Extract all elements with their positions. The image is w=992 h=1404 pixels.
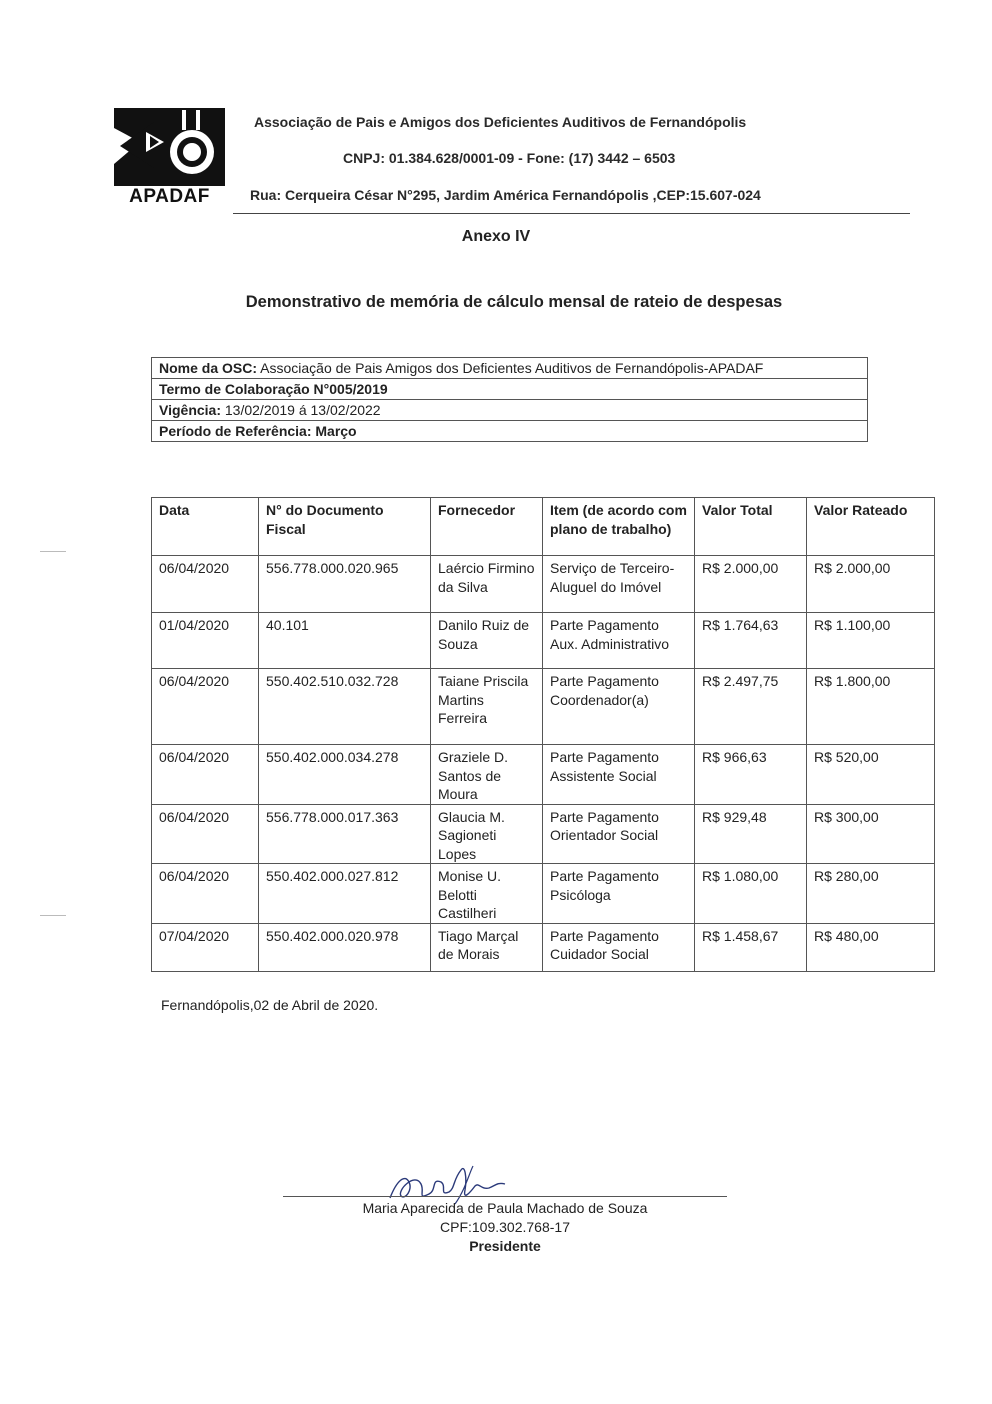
cell-fornecedor: Taiane Priscila Martins Ferreira [431,669,543,745]
cell-item: Parte Pagamento Cuidador Social [543,923,695,971]
signature-block [283,1199,727,1256]
cell-item: Parte Pagamento Aux. Administrativo [543,613,695,669]
table-row [152,613,935,669]
org-address: Rua: Cerqueira César N°295, Jardim América Fernandópolis ,CEP:15.607-024 [250,187,761,203]
header-item: Item (de acordo com plano de trabalho) [543,498,695,556]
cell-total: R$ 2.497,75 [695,669,807,745]
cell-total: R$ 2.000,00 [695,556,807,613]
cell-item: Parte Pagamento Assistente Social [543,745,695,805]
cell-rateado: R$ 280,00 [807,864,935,924]
cell-total: R$ 1.080,00 [695,864,807,924]
cell-total: R$ 1.458,67 [695,923,807,971]
cell-rateado: R$ 1.100,00 [807,613,935,669]
table-row [152,745,935,805]
cell-rateado: R$ 520,00 [807,745,935,805]
header-data: Data [152,498,259,556]
cell-doc: 550.402.000.027.812 [259,864,431,924]
cell-rateado: R$ 2.000,00 [807,556,935,613]
table-row [152,669,935,745]
cell-data: 06/04/2020 [152,745,259,805]
info-box [151,357,868,442]
cell-data: 06/04/2020 [152,669,259,745]
table-row [152,923,935,971]
logo-text: APADAF [129,186,210,207]
table-row [152,804,935,864]
periodo-row: Período de Referência: Março [159,423,357,439]
cell-total: R$ 929,48 [695,804,807,864]
apadaf-logo [112,106,227,210]
cell-fornecedor: Danilo Ruiz de Souza [431,613,543,669]
cell-rateado: R$ 1.800,00 [807,669,935,745]
scan-mark [40,915,66,916]
signer-name: Maria Aparecida de Paula Machado de Souza [362,1200,648,1216]
header-fornecedor: Fornecedor [431,498,543,556]
org-name: Associação de Pais e Amigos dos Deficientes Auditivos de Fernandópolis [254,114,747,130]
table-header-row [152,498,935,556]
cell-rateado: R$ 480,00 [807,923,935,971]
cell-fornecedor: Graziele D. Santos de Moura [431,745,543,805]
cell-item: Parte Pagamento Coordenador(a) [543,669,695,745]
cell-data: 06/04/2020 [152,864,259,924]
header-divider [233,213,910,214]
cell-data: 06/04/2020 [152,556,259,613]
signature-line [283,1196,727,1197]
cell-data: 06/04/2020 [152,804,259,864]
cell-item: Parte Pagamento Orientador Social [543,804,695,864]
cell-doc: 550.402.000.034.278 [259,745,431,805]
osc-value: Associação de Pais Amigos dos Deficientes Auditivos de Fernandópolis-APADAF [257,360,764,376]
cell-doc: 556.778.000.017.363 [259,804,431,864]
expenses-table [151,497,935,972]
cell-doc: 40.101 [259,613,431,669]
cell-doc: 550.402.000.020.978 [259,923,431,971]
scan-mark [40,551,66,552]
cell-item: Serviço de Terceiro- Aluguel do Imóvel [543,556,695,613]
cell-doc: 556.778.000.020.965 [259,556,431,613]
cell-item: Parte Pagamento Psicóloga [543,864,695,924]
header-documento: N° do Documento Fiscal [259,498,431,556]
cell-data: 07/04/2020 [152,923,259,971]
vigencia-row [152,400,867,421]
ear-logo-icon [112,106,227,186]
cell-total: R$ 966,63 [695,745,807,805]
header-valor-rateado: Valor Rateado [807,498,935,556]
vigencia-label: Vigência: [159,402,221,418]
table-row [152,864,935,924]
signer-cpf: CPF:109.302.768-17 [440,1219,570,1235]
cell-fornecedor: Glaucia M. Sagioneti Lopes [431,804,543,864]
org-cnpj: CNPJ: 01.384.628/0001-09 - Fone: (17) 3442 – 6503 [343,150,676,166]
cell-fornecedor: Monise U. Belotti Castilheri [431,864,543,924]
place-date: Fernandópolis,02 de Abril de 2020. [161,997,379,1013]
table-row [152,556,935,613]
document-title: Demonstrativo de memória de cálculo mensal de rateio de despesas [245,293,783,311]
cell-doc: 550.402.510.032.728 [259,669,431,745]
cell-rateado: R$ 300,00 [807,804,935,864]
annex-title: Anexo IV [461,228,531,245]
signer-role: Presidente [469,1238,541,1254]
termo-row: Termo de Colaboração N°005/2019 [152,379,867,400]
cell-data: 01/04/2020 [152,613,259,669]
cell-total: R$ 1.764,63 [695,613,807,669]
osc-row [152,358,867,379]
cell-fornecedor: Tiago Marçal de Morais [431,923,543,971]
osc-label: Nome da OSC: [159,360,258,376]
cell-fornecedor: Laércio Firmino da Silva [431,556,543,613]
vigencia-value: 13/02/2019 á 13/02/2022 [221,402,381,418]
header-valor-total: Valor Total [695,498,807,556]
